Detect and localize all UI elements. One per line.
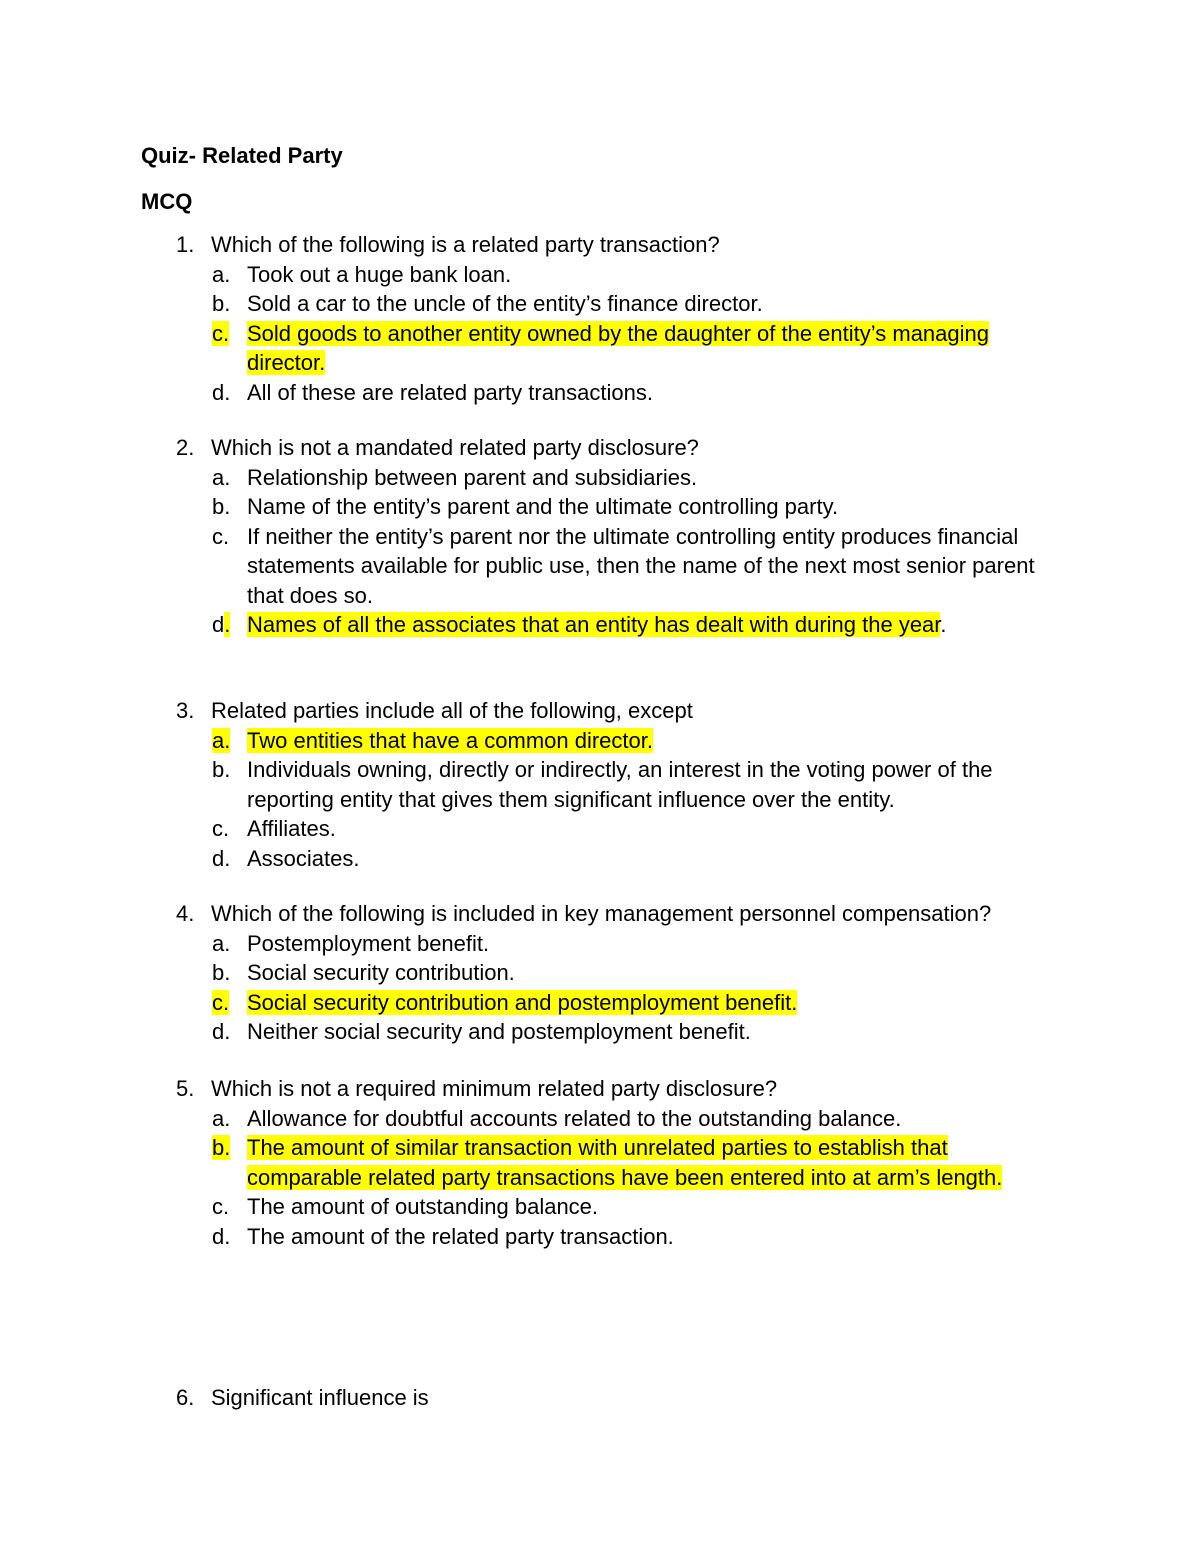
option-c: c. The amount of outstanding balance. [212, 1194, 599, 1219]
question-number: 3. [176, 698, 195, 723]
option-c: c. Affiliates. [212, 816, 336, 841]
option-c-answer [212, 319, 1042, 378]
highlighted-letter: c. [212, 989, 230, 1015]
option-b: b. Sold a car to the uncle of the entity’s finance director. [212, 291, 763, 316]
question-text: Significant influence is [211, 1385, 429, 1410]
page-title: Quiz- Related Party [141, 143, 343, 168]
highlighted-letter: c. [212, 320, 230, 346]
option-b: b. Name of the entity’s parent and the ultimate controlling party. [212, 494, 839, 519]
highlighted-letter: a. [212, 727, 231, 753]
question-text: Which is not a required minimum related party disclosure? [211, 1076, 778, 1101]
option-d: d. Neither social security and postemployment benefit. [212, 1019, 751, 1044]
option-d: d. All of these are related party transactions. [212, 379, 653, 405]
option-a-answer [212, 726, 1042, 756]
highlighted-answer: Names of all the associates that an entity has dealt with during the year [247, 612, 941, 637]
highlighted-letter: b. [212, 1135, 231, 1160]
question-2 [176, 433, 1076, 640]
question-4 [176, 899, 1076, 1047]
question-number: 6. [176, 1385, 195, 1410]
option-c: c. If neither the entity’s parent nor the ultimate controlling entity produces financial statements available for public use, then the name of the next most senior parent that does so. [212, 523, 1035, 608]
question-3 [176, 696, 1076, 873]
question-text: Related parties include all of the following, except [211, 698, 693, 723]
question-6 [176, 1383, 1076, 1413]
question-number: 5. [176, 1076, 195, 1101]
option-b-answer [212, 1133, 1042, 1192]
question-number: 1. [176, 232, 195, 257]
question-text: Which is not a mandated related party disclosure? [211, 435, 699, 460]
highlighted-answer: Sold goods to another entity owned by the daughter of the entity’s managing director. [247, 320, 989, 375]
option-d: d. The amount of the related party transaction. [212, 1223, 674, 1249]
option-d: d. Associates. [212, 845, 360, 871]
option-b: b. Social security contribution. [212, 960, 515, 985]
option-a: a. Postemployment benefit. [212, 930, 490, 956]
option-b: b. Individuals owning, directly or indirectly, an interest in the voting power of the reporting entity that gives them significant influence over the entity. [212, 757, 993, 812]
highlighted-answer: Social security contribution and postemployment benefit. [247, 989, 798, 1015]
highlighted-answer: Two entities that have a common director. [247, 727, 653, 753]
question-number: 2. [176, 435, 195, 460]
question-1 [176, 230, 1076, 407]
question-5 [176, 1074, 1076, 1251]
question-text: Which of the following is a related party transaction? [211, 232, 720, 257]
option-d-answer: d. Names of all the associates that an entity has dealt with during the year. [212, 612, 947, 637]
option-a: a. Relationship between parent and subsidiaries. [212, 464, 698, 490]
question-text: Which of the following is included in key management personnel compensation? [211, 901, 992, 926]
option-a: a. Allowance for doubtful accounts related to the outstanding balance. [212, 1105, 902, 1131]
option-c-answer [212, 988, 1042, 1018]
question-number: 4. [176, 901, 195, 926]
section-heading: MCQ [141, 189, 193, 214]
option-a: a. Took out a huge bank loan. [212, 261, 512, 287]
highlighted-answer: The amount of similar transaction with unrelated parties to establish that comparable related party transactions have been entered into at arm’s length. [247, 1135, 1003, 1190]
